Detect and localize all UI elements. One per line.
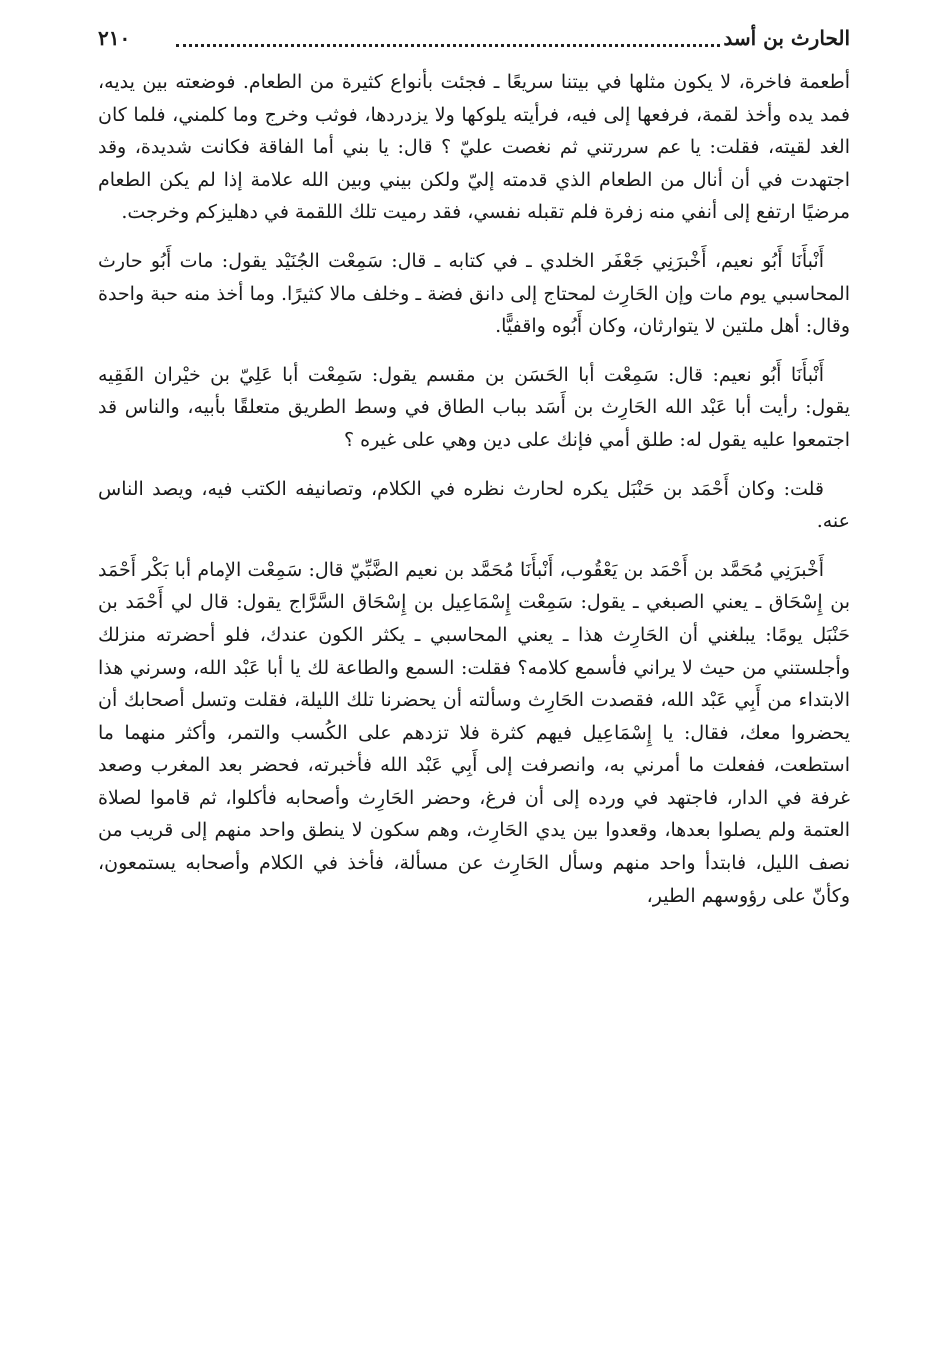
book-page — [98, 20, 850, 1340]
page-number: ٢١٠ — [98, 26, 131, 50]
paragraph-5: أَخْبرَنِي مُحَمَّد بن أَحْمَد بن يَعْقُوب، أَنْبأَنَا مُحَمَّد بن نعيم الضَّبِّيّ قال: سَمِعْت الإمام أبا بَكْر أَحْمَد بن إِسْحَاق ـ يعني الصبغي ـ يقول: سَمِعْت إِسْمَاعِيل بن إِسْحَاق السَّرَّاج يقول: قال لي أَحْمَد بن حَنْبَل يومًا: يبلغني أن الحَارِث هذا ـ يعني المحاسبي ـ يكثر الكون عندك، فلو أحضرته منزلك وأجلستني من حيث لا يراني فأسمع كلامه؟ فقلت: السمع والطاعة لك يا أبا عَبْد الله، وسرني هذا الابتداء من أَبِي عَبْد الله، فقصدت الحَارِث وسألته أن يحضرنا تلك الليلة، فقلت وتسل أصحابك أن يحضروا معك، فقال: يا إِسْمَاعِيل فيهم كثرة فلا تزدهم على الكُسب والتمر، وأكثر منهما ما استطعت، ففعلت ما أمرني به، وانصرفت إلى أَبِي عَبْد الله فأخبرته، فحضر بعد المغرب وصعد غرفة في الدار، فاجتهد في ورده إلى أن فرغ، وحضر الحَارِث وأصحابه فأكلوا، ثم قاموا لصلاة العتمة ولم يصلوا بعدها، وقعدوا بين يدي الحَارِث، وهم سكون لا ينطق واحد منهم إلى قريب من نصف الليل، فابتدأ واحد منهم وسأل الحَارِث عن مسألة، فأخذ في الكلام وأصحابه يستمعون، وكأنّ على رؤوسهم الطير، — [98, 558, 850, 907]
paragraph-2: أَنْبأَنَا أَبُو نعيم، أَخْبرَنِي جَعْفَر الخلدي ـ في كتابه ـ قال: سَمِعْت الجُنَيْد يقول: مات أَبُو حارث المحاسبي يوم مات وإن الحَارِث لمحتاج إلى دانق فضة ـ وخلف مالا كثيرًا. وما أخذ منه حبة واحدة وقال: أهل ملتين لا يتوارثان، وكان أَبُوه واقفيًّا. — [98, 249, 850, 338]
dotted-leader — [176, 44, 720, 47]
page-body — [98, 66, 850, 912]
paragraph-4: قلت: وكان أَحْمَد بن حَنْبَل يكره لحارث نظره في الكلام، وتصانيفه الكتب فيه، ويصد الناس عنه. — [98, 477, 850, 533]
running-header — [98, 20, 850, 54]
paragraph-3: أَنْبأَنَا أَبُو نعيم: قال: سَمِعْت أبا الحَسَن بن مقسم يقول: سَمِعْت أبا عَلِيّ بن خيْران الفَقِيه يقول: رأيت أبا عَبْد الله الحَارِث بن أَسَد بباب الطاق في وسط الطريق متعلقًا بأبيه، والناس قد اجتمعوا عليه يقول له: طلق أمي فإنك على دين وهي على غيره ؟ — [98, 363, 850, 451]
paragraph-1: أطعمة فاخرة، لا يكون مثلها في بيتنا سريعًا ـ فجئت بأنواع كثيرة من الطعام. فوضعته بين يديه، فمد يده وأخذ لقمة، فرفعها إلى فيه، فرأيته يلوكها ولا يزدردها، فوثب وخرج وما كلمني، فلما كان الغد لقيته، فقلت: يا عم سررتني ثم نغصت عليّ ؟ قال: يا بني أما الفاقة فكانت شديدة، وقد اجتهدت في أن أنال من الطعام الذي قدمته إليّ ولكن بيني وبين الله علامة إذا لم يكن الطعام مرضيًا ارتفع إلى أنفي منه زفرة فلم تقبله نفسي، فقد رميت تلك اللقمة في دهليزكم وخرجت. — [98, 71, 850, 224]
running-title: الحارث بن أسد — [723, 26, 850, 50]
